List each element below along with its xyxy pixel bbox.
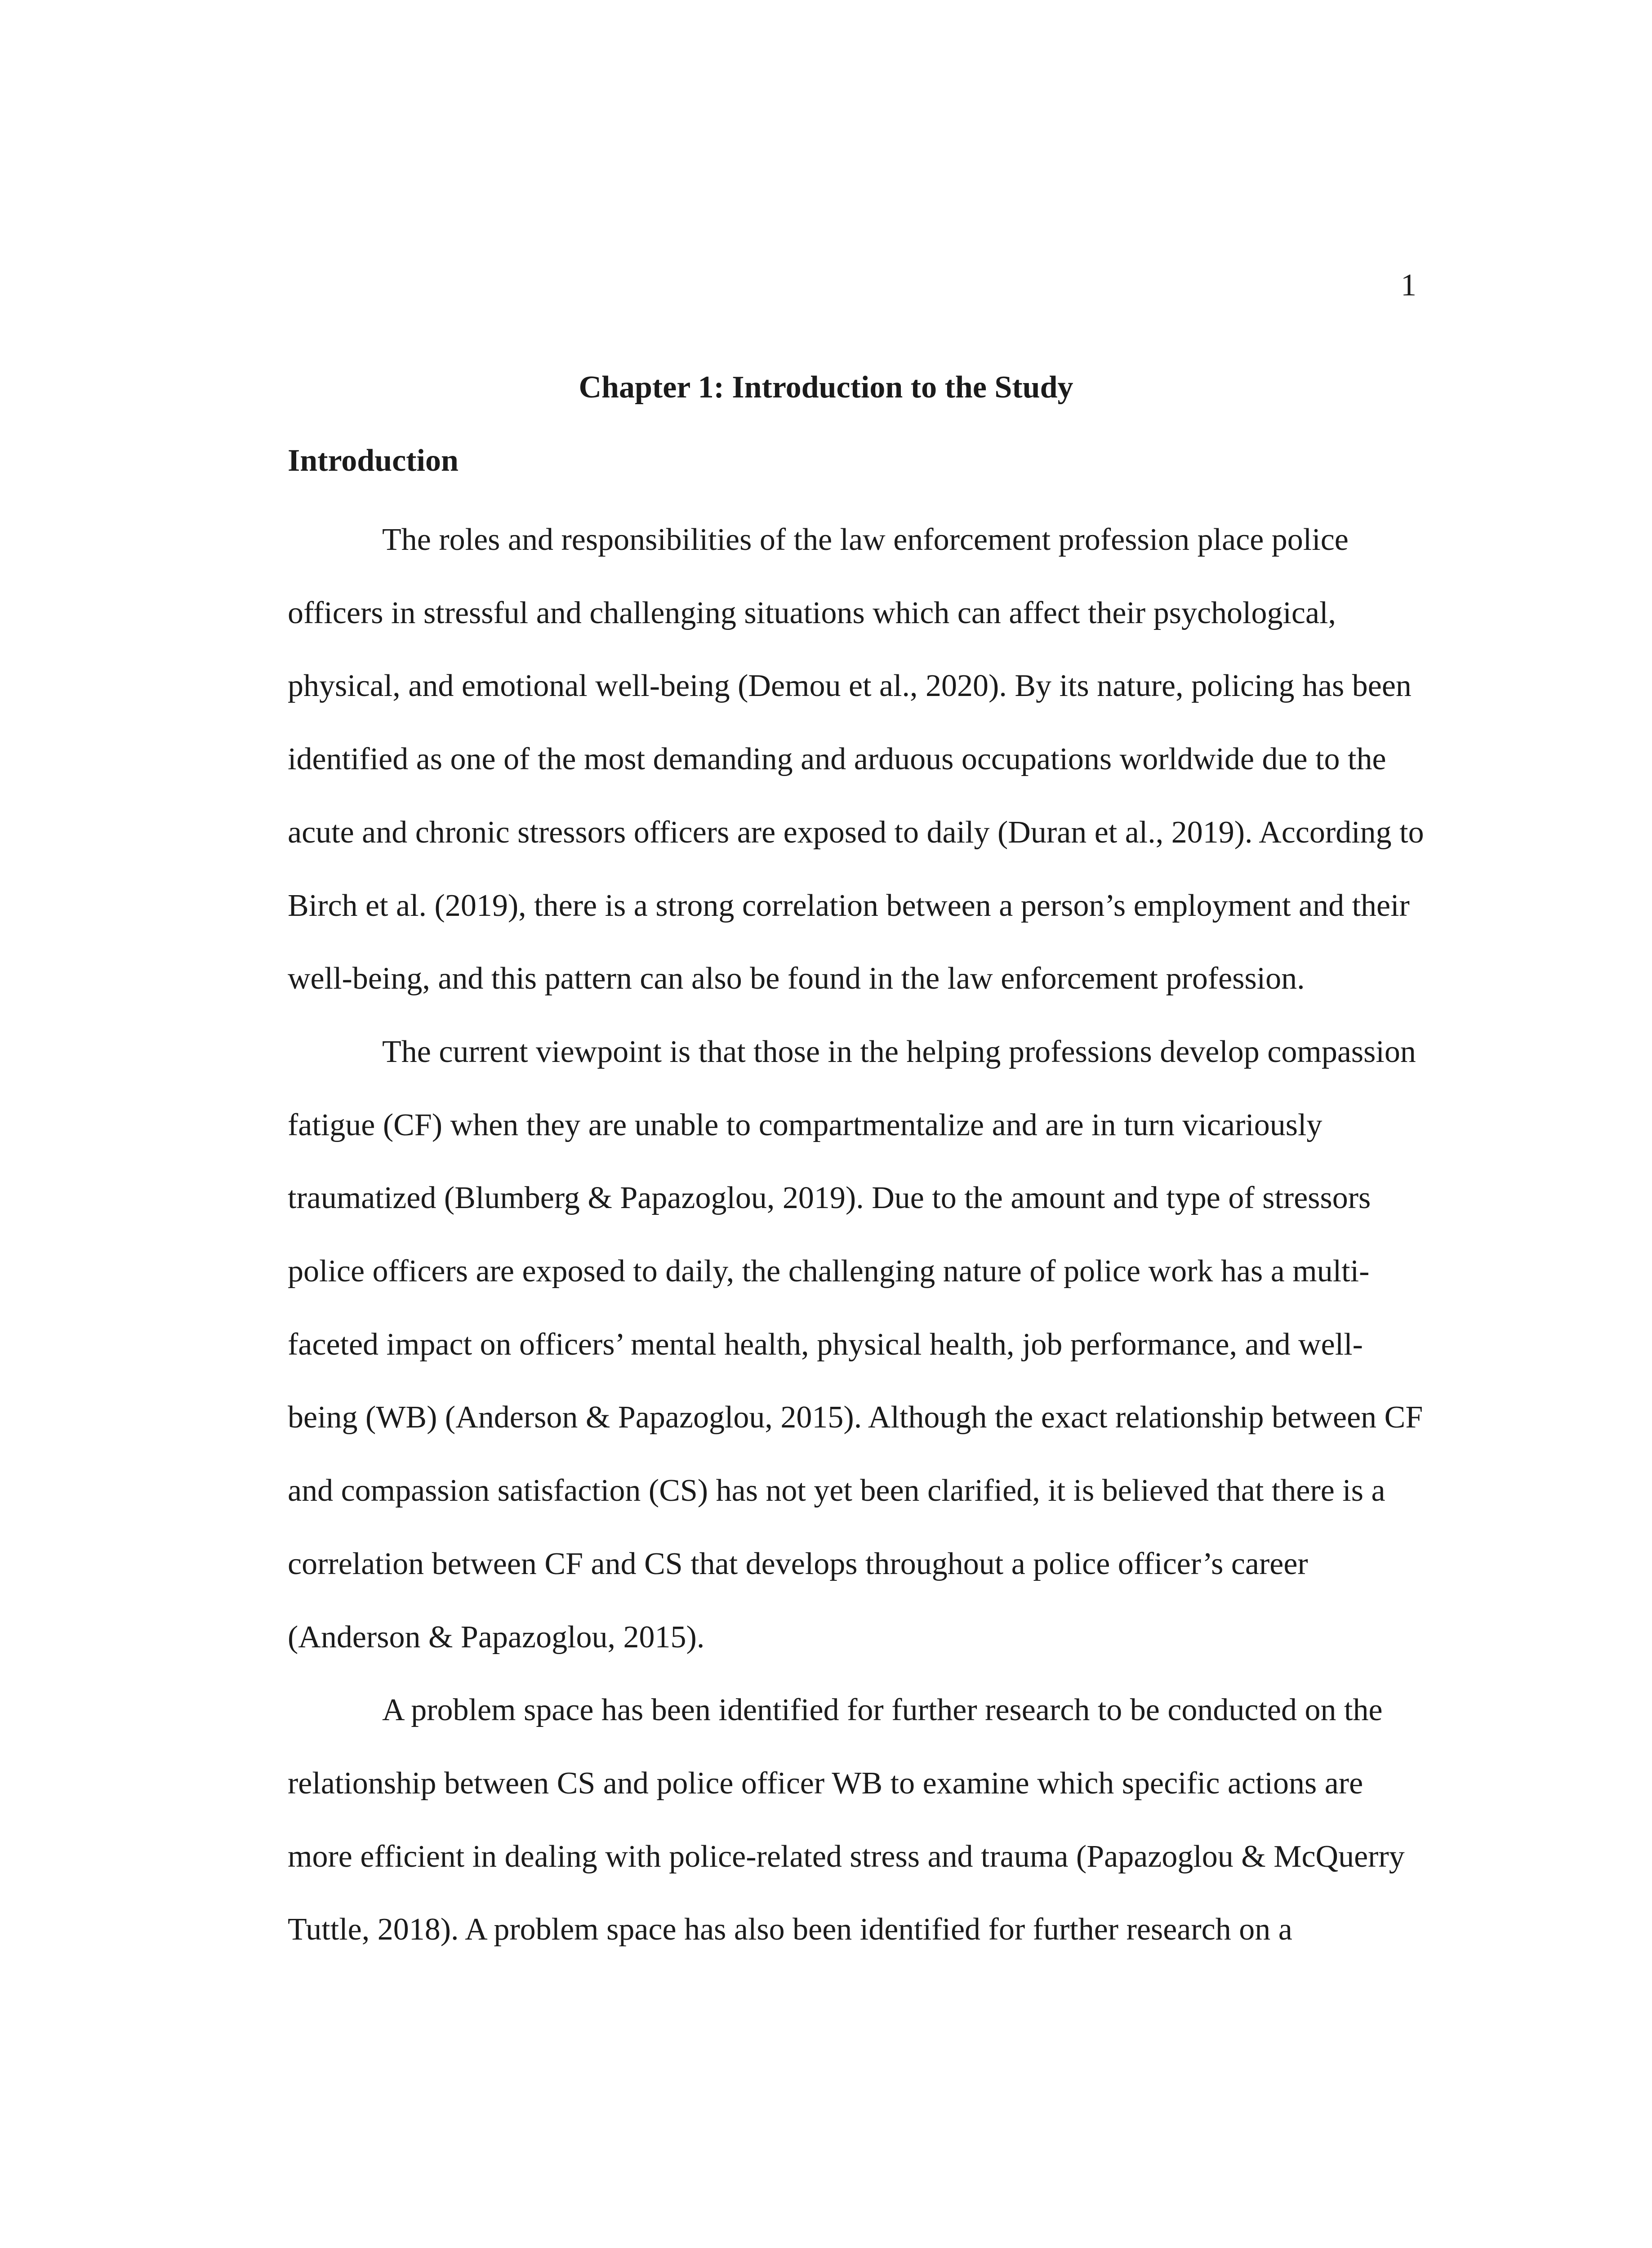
chapter-title: Chapter 1: Introduction to the Study [579,370,1073,405]
page-number: 1 [1401,268,1416,303]
paragraph-3: A problem space has been identified for further research to be conducted on the relationship between CS and police officer WB to examine which specific actions are more efficient in dealing with police-related stress and trauma (Papazoglou & McQuerry Tuttle, 2018). A problem space has also been identified for further research on a [288,1693,1405,1947]
paragraph-1: The roles and responsibilities of the law enforcement profession place police officers in stressful and challenging situations which can affect their psychological, physical, and emotional well-being (Demou et al., 2020). By its nature, policing has been identified as one of the most demanding and arduous occupations worldwide due to the acute and chronic stressors officers are exposed to daily (Duran et al., 2019). According to Birch et al. (2019), there is a strong correlation between a person’s employment and their well-being, and this pattern can also be found in the law enforcement profession. [288,522,1424,996]
body-text [288,504,1425,1967]
section-heading: Introduction [288,443,459,478]
paragraph-2: The current viewpoint is that those in the helping professions develop compassion fatigue (CF) when they are unable to compartmentalize and are in turn vicariously traumatized (Blumberg & Papazoglou, 2019). Due to the amount and type of stressors police officers are exposed to daily, the challenging nature of police work has a multi-faceted impact on officers’ mental health, physical health, job performance, and well-being (WB) (Anderson & Papazoglou, 2015). Although the exact relationship between CF and compassion satisfaction (CS) has not yet been clarified, it is believed that there is a correlation between CF and CS that develops throughout a police officer’s career (Anderson & Papazoglou, 2015). [288,1034,1423,1655]
